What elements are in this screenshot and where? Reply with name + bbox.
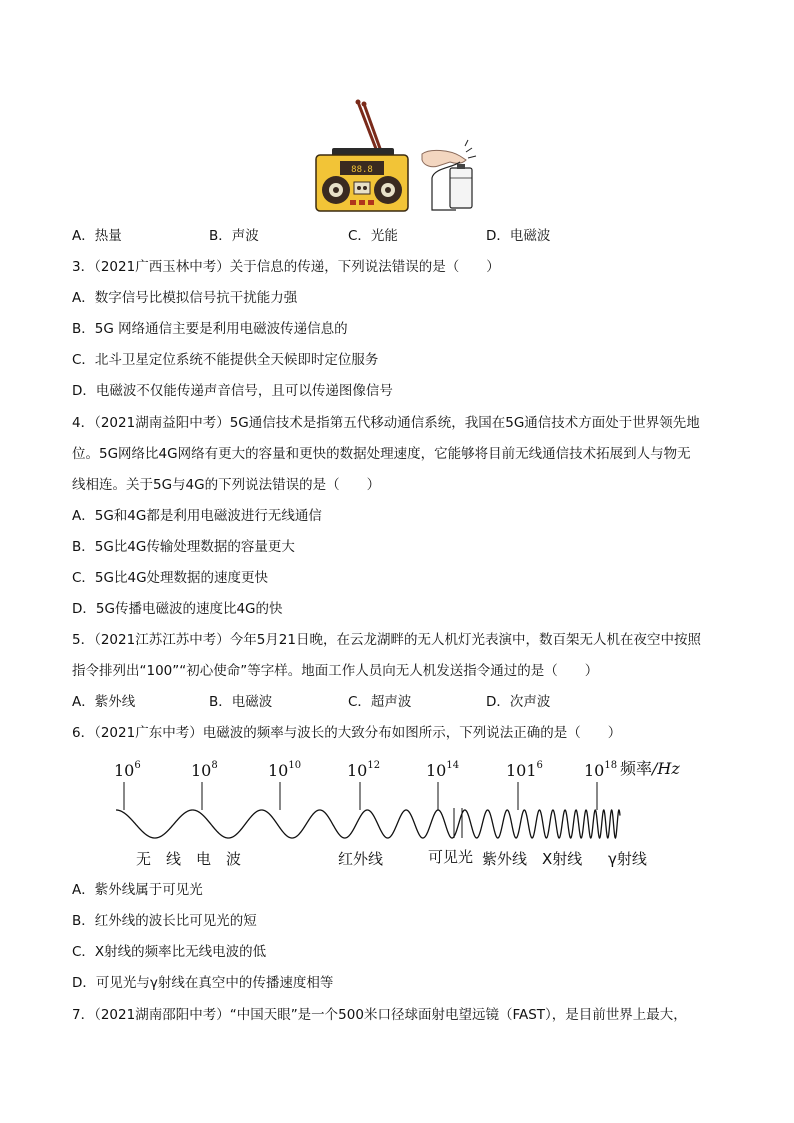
em-spectrum-figure bbox=[100, 752, 700, 872]
axis-label: 频率/Hz bbox=[620, 759, 680, 778]
spark-icon bbox=[465, 140, 476, 158]
q4-option-d[interactable]: D．5G传播电磁波的速度比4G的快 bbox=[72, 601, 283, 617]
band-label-visible: 可见光 bbox=[428, 848, 474, 866]
q5-option-d[interactable]: D．次声波 bbox=[486, 694, 551, 710]
q4-option-c[interactable]: C．5G比4G处理数据的速度更快 bbox=[72, 570, 269, 586]
q3-option-b[interactable]: B．5G 网络通信主要是利用电磁波传递信息的 bbox=[72, 321, 348, 337]
q3-option-d[interactable]: D．电磁波不仅能传递声音信号，且可以传递图像信号 bbox=[72, 383, 393, 399]
tick-label-6: $101^6$ bbox=[506, 760, 543, 780]
tick-label-2: $10^8$ bbox=[191, 760, 218, 780]
q5-option-c[interactable]: C．超声波 bbox=[348, 694, 412, 710]
q2-option-b[interactable]: B．声波 bbox=[209, 228, 259, 244]
q3-option-c[interactable]: C．北斗卫星定位系统不能提供全天候即时定位服务 bbox=[72, 352, 379, 368]
band-label-radio: 无 线 电 波 bbox=[136, 850, 242, 868]
q6-option-d[interactable]: D．可见光与γ射线在真空中的传播速度相等 bbox=[72, 975, 334, 991]
band-label-xray: X射线 bbox=[542, 850, 583, 868]
q5-stem-line-1: 5．（2021江苏江苏中考）今年5月21日晚，在云龙湖畔的无人机灯光表演中，数百架无人机在夜空中按照 bbox=[72, 632, 701, 648]
tick-label-4: $10^{12}$ bbox=[347, 760, 381, 780]
radio-antenna-left bbox=[358, 102, 378, 154]
tick-label-7: $10^{18}$ bbox=[584, 760, 618, 780]
q6-option-b[interactable]: B．红外线的波长比可见光的短 bbox=[72, 913, 257, 929]
em-wave bbox=[116, 810, 620, 838]
q4-stem-line-3: 线相连。关于5G与4G的下列说法错误的是（ ） bbox=[72, 477, 381, 493]
q3-option-a[interactable]: A．数字信号比模拟信号抗干扰能力强 bbox=[72, 290, 298, 306]
radio-battery-figure bbox=[310, 98, 490, 216]
q4-option-b[interactable]: B．5G比4G传输处理数据的容量更大 bbox=[72, 539, 295, 555]
q2-option-c[interactable]: C．光能 bbox=[348, 228, 398, 244]
q5-stem-line-2: 指令排列出“100”“初心使命”等字样。地面工作人员向无人机发送指令通过的是（ ） bbox=[72, 663, 599, 679]
q4-option-a[interactable]: A．5G和4G都是利用电磁波进行无线通信 bbox=[72, 508, 322, 524]
tick-label-5: $10^{14}$ bbox=[426, 760, 460, 780]
band-label-gamma: γ射线 bbox=[608, 850, 647, 868]
band-label-infrared: 红外线 bbox=[338, 850, 384, 868]
tick-label-1: $10^6$ bbox=[114, 760, 141, 780]
q3-stem: 3．（2021广西玉林中考）关于信息的传递，下列说法错误的是（ ） bbox=[72, 259, 500, 275]
q7-stem: 7．（2021湖南邵阳中考）“中国天眼”是一个500米口径球面射电望远镜（FAST），是目前世界上最大， bbox=[72, 1007, 687, 1023]
q5-option-a[interactable]: A．紫外线 bbox=[72, 694, 136, 710]
battery-icon bbox=[450, 168, 472, 208]
q5-option-b[interactable]: B．电磁波 bbox=[209, 694, 273, 710]
q6-stem: 6．（2021广东中考）电磁波的频率与波长的大致分布如图所示，下列说法正确的是（ ） bbox=[72, 725, 622, 741]
q2-option-a[interactable]: A．热量 bbox=[72, 228, 122, 244]
radio-antenna-right bbox=[364, 104, 382, 154]
q4-stem-line-2: 位。5G网络比4G网络有更大的容量和更快的数据处理速度，它能够将目前无线通信技术拓展到人与物无 bbox=[72, 446, 691, 462]
radio-display-text: 88.8 bbox=[351, 165, 373, 175]
tick-label-3: $10^{10}$ bbox=[268, 760, 302, 780]
q6-option-c[interactable]: C．X射线的频率比无线电波的低 bbox=[72, 944, 267, 960]
q6-option-a[interactable]: A．紫外线属于可见光 bbox=[72, 882, 203, 898]
q2-option-d[interactable]: D．电磁波 bbox=[486, 228, 551, 244]
band-label-ultraviolet: 紫外线 bbox=[482, 850, 528, 868]
q4-stem-line-1: 4．（2021湖南益阳中考）5G通信技术是指第五代移动通信系统，我国在5G通信技术方面处于世界领先地 bbox=[72, 415, 700, 431]
